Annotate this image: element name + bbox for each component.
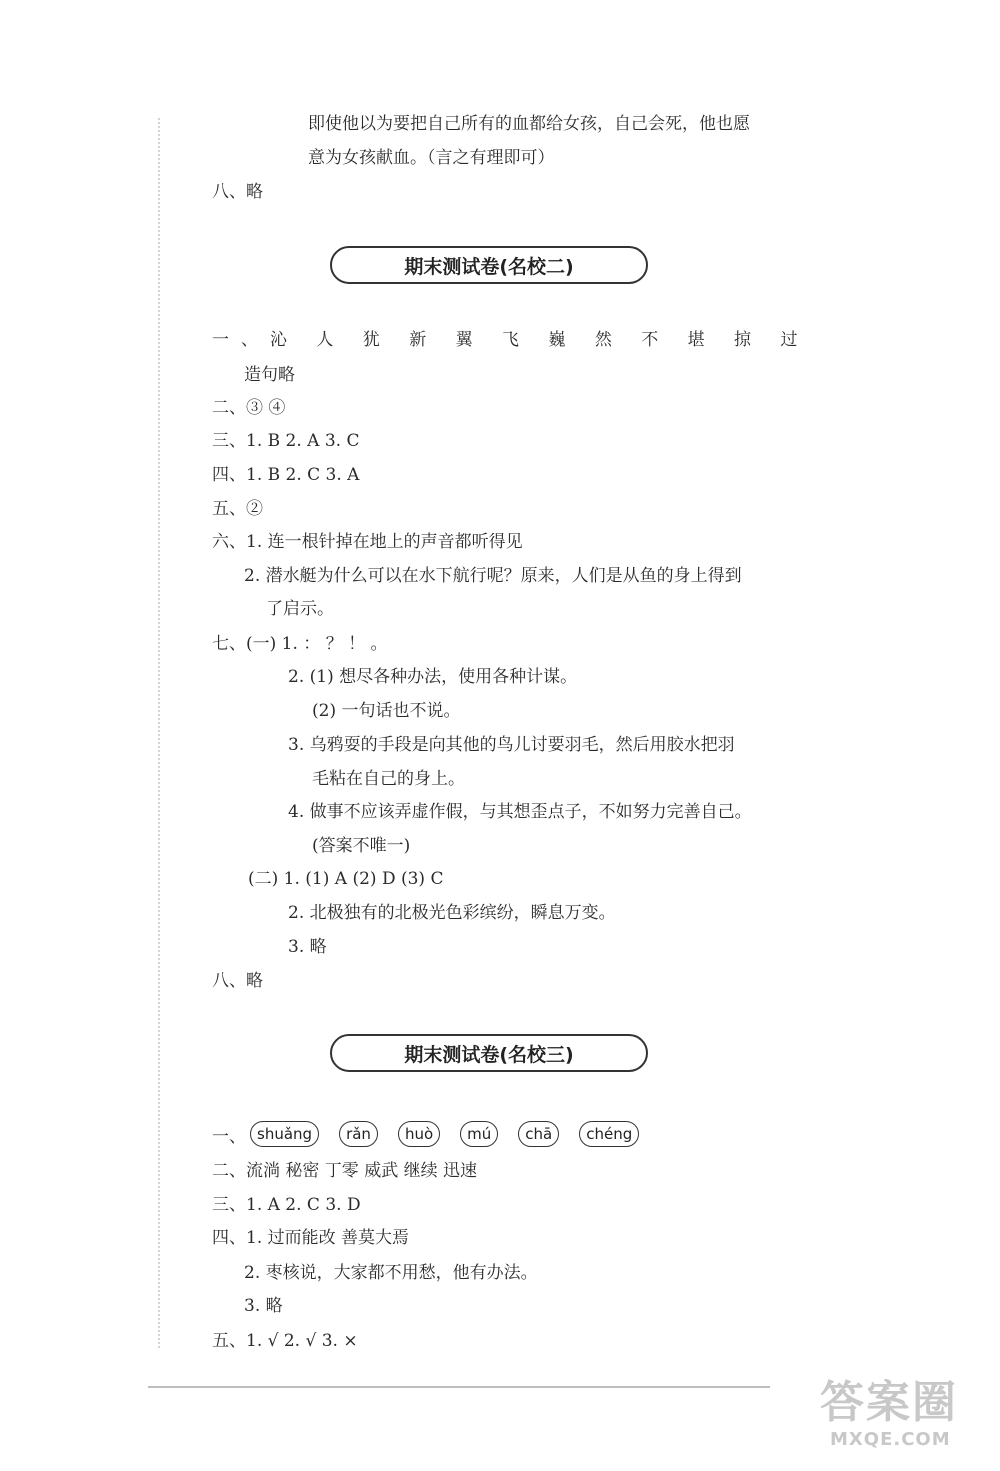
question-7-answer: 4. 做事不应该弄虚作假，与其想歪点子，不如努力完善自己。 [288,802,752,822]
question-4-answer: 四、1. 过而能改 善莫大焉 [212,1228,410,1248]
watermark-logo [820,1378,990,1468]
pinyin-oval: shuǎng [250,1121,319,1147]
answer-text: 意为女孩献血。（言之有理即可） [308,148,555,168]
pinyin-oval: rǎn [339,1121,378,1147]
question-1-sub: 造句略 [244,365,295,385]
pinyin-oval: mú [460,1121,498,1147]
question-5-answer: 五、② [212,499,263,519]
question-7-answer: 七、(一) 1. ： ？ ！ 。 [212,634,388,654]
pinyin-oval: huò [398,1121,440,1147]
question-7-answer: 2. (1) 想尽各种办法，使用各种计谋。 [288,667,578,687]
question-7-answer: 3. 乌鸦耍的手段是向其他的鸟儿讨要羽毛，然后用胶水把羽 [288,735,735,755]
question-8-answer: 八、略 [212,971,263,991]
question-7-answer: 2. 北极独有的北极光色彩缤纷，瞬息万变。 [288,903,616,923]
question-1-answer: 一、沁 人 犹 新 翼 飞 巍 然 不 堪 掠 过 [212,330,810,350]
pinyin-answers [212,1120,659,1148]
question-3-answer: 三、1. B 2. A 3. C [212,431,360,451]
question-7-answer: 3. 略 [288,937,327,957]
question-5-answer: 五、1. √ 2. √ 3. × [212,1331,358,1351]
question-6-answer: 六、1. 连一根针掉在地上的声音都听得见 [212,532,523,552]
question-7-answer: (答案不唯一) [312,836,411,856]
answer-text: 即使他以为要把自己所有的血都给女孩，自己会死，他也愿 [308,114,750,134]
question-6-answer: 了启示。 [266,599,334,619]
question-3-answer: 三、1. A 2. C 3. D [212,1195,361,1215]
question-2-answer: 二、③ ④ [212,398,286,418]
watermark-url: MXQE.COM [830,1429,951,1450]
question-8-answer: 八、略 [212,182,263,202]
question-1-label: 一、 [212,1126,246,1147]
watermark-text: 答案圈 [820,1377,958,1428]
question-4-answer: 四、1. B 2. C 3. A [212,465,360,485]
question-7-answer: 毛粘在自己的身上。 [312,769,465,789]
question-4-answer: 2. 枣核说，大家都不用愁，他有办法。 [244,1263,538,1283]
question-6-answer: 2. 潜水艇为什么可以在水下航行呢？原来，人们是从鱼的身上得到 [244,566,742,586]
pinyin-oval: chéng [579,1121,639,1147]
binding-dotted-line [158,118,160,1348]
question-2-answer: 二、流淌 秘密 丁零 威武 继续 迅速 [212,1161,478,1181]
section-title: 期末测试卷(名校三) [330,1034,648,1072]
bottom-divider [148,1386,770,1388]
question-7-answer: (2) 一句话也不说。 [312,701,461,721]
section-title: 期末测试卷(名校二) [330,246,648,284]
question-4-answer: 3. 略 [244,1296,283,1316]
question-7-answer: (二) 1. (1) A (2) D (3) C [248,869,444,889]
pinyin-oval: chā [518,1121,559,1147]
